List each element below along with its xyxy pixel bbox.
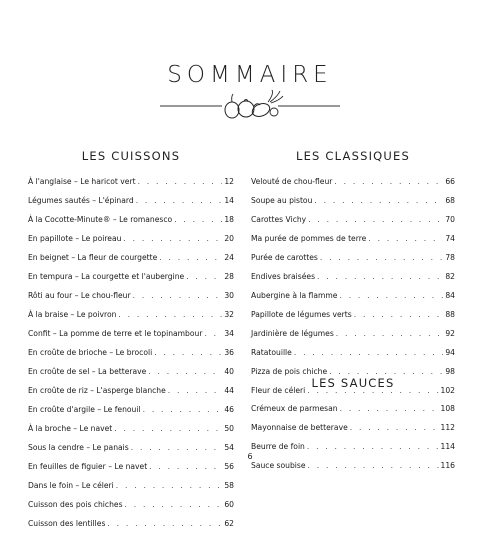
toc-entry-page: 50 bbox=[224, 424, 234, 433]
vegetables-illustration-icon bbox=[160, 88, 340, 122]
toc-entry-page: 58 bbox=[224, 481, 234, 490]
toc-entry[interactable] bbox=[28, 362, 234, 381]
toc-entry-page: 78 bbox=[445, 253, 455, 262]
dot-leader bbox=[332, 172, 443, 191]
toc-entry-page: 24 bbox=[224, 253, 234, 262]
toc-entry-page: 108 bbox=[440, 404, 455, 413]
dot-leader bbox=[292, 343, 443, 362]
dot-leader bbox=[172, 210, 222, 229]
toc-entry-title: Aubergine à la flamme bbox=[251, 291, 338, 300]
toc-entry-page: 94 bbox=[445, 348, 455, 357]
toc-entry-title: Confit – La pomme de terre et le topinambour bbox=[28, 329, 203, 338]
toc-entry-page: 18 bbox=[224, 215, 234, 224]
dot-leader bbox=[114, 476, 222, 495]
toc-entry-title: Rôti au four – Le chou-fleur bbox=[28, 291, 131, 300]
dot-leader bbox=[146, 362, 222, 381]
toc-entry-title: Soupe au pistou bbox=[251, 196, 313, 205]
toc-entry-page: 56 bbox=[224, 462, 234, 471]
toc-entry[interactable] bbox=[251, 305, 455, 324]
toc-entry[interactable] bbox=[28, 381, 234, 400]
toc-entry-page: 82 bbox=[445, 272, 455, 281]
dot-leader bbox=[112, 419, 222, 438]
dot-leader bbox=[312, 191, 443, 210]
dot-leader bbox=[134, 191, 222, 210]
toc-entry-page: 20 bbox=[224, 234, 234, 243]
toc-entry-page: 84 bbox=[445, 291, 455, 300]
toc-entry-title: Jardinière de légumes bbox=[251, 329, 334, 338]
toc-entry-page: 92 bbox=[445, 329, 455, 338]
toc-list bbox=[28, 172, 234, 533]
toc-entry[interactable] bbox=[251, 399, 455, 418]
toc-entry[interactable] bbox=[28, 514, 234, 533]
dot-leader bbox=[123, 495, 222, 514]
toc-entry-title: Purée de carottes bbox=[251, 253, 318, 262]
dot-leader bbox=[318, 248, 443, 267]
toc-entry-page: 36 bbox=[224, 348, 234, 357]
toc-entry-page: 34 bbox=[224, 329, 234, 338]
toc-entry-page: 12 bbox=[224, 177, 234, 186]
section-heading: LES SAUCES bbox=[311, 376, 395, 390]
toc-entry-title: Papillote de légumes verts bbox=[251, 310, 352, 319]
toc-entry-title: Beurre de foin bbox=[251, 442, 305, 451]
toc-entry-page: 116 bbox=[440, 461, 455, 470]
toc-entry[interactable] bbox=[251, 286, 455, 305]
toc-entry-title: En tempura – La courgette et l'aubergine bbox=[28, 272, 185, 281]
toc-entry-page: 60 bbox=[224, 500, 234, 509]
toc-entry-page: 112 bbox=[440, 423, 455, 432]
toc-entry[interactable] bbox=[28, 286, 234, 305]
dot-leader bbox=[121, 229, 222, 248]
dot-leader bbox=[348, 418, 441, 437]
toc-entry-page: 88 bbox=[445, 310, 455, 319]
toc-entry-title: En papillote – Le poireau bbox=[28, 234, 122, 243]
toc-entry[interactable] bbox=[28, 267, 234, 286]
toc-entry-title: Pizza de pois chiche bbox=[251, 367, 328, 376]
toc-entry[interactable] bbox=[251, 229, 455, 248]
toc-entry-title: En croûte d'argile – Le fenouil bbox=[28, 405, 141, 414]
toc-entry-page: 70 bbox=[445, 215, 455, 224]
page-title: SOMMAIRE bbox=[167, 62, 333, 88]
dot-leader bbox=[141, 400, 222, 419]
toc-entry-page: 66 bbox=[445, 177, 455, 186]
dot-leader bbox=[184, 267, 222, 286]
toc-entry-title: Cuisson des lentilles bbox=[28, 519, 106, 528]
toc-entry-page: 40 bbox=[224, 367, 234, 376]
toc-entry-title: Dans le foin – Le céleri bbox=[28, 481, 114, 490]
toc-entry-page: 54 bbox=[224, 443, 234, 452]
toc-entry-title: Crémeux de parmesan bbox=[251, 404, 338, 413]
toc-entry[interactable] bbox=[28, 172, 234, 191]
toc-entry-title: En croûte de sel – La betterave bbox=[28, 367, 147, 376]
toc-entry[interactable] bbox=[28, 305, 234, 324]
section-cuissons bbox=[28, 149, 234, 533]
toc-entry-title: Ratatouille bbox=[251, 348, 292, 357]
toc-entry[interactable] bbox=[251, 191, 455, 210]
toc-entry[interactable] bbox=[251, 172, 455, 191]
toc-entry-title: À la broche – Le navet bbox=[28, 424, 113, 433]
toc-entry-title: À la braise – Le poivron bbox=[28, 310, 117, 319]
toc-entry[interactable] bbox=[251, 267, 455, 286]
toc-entry[interactable] bbox=[28, 495, 234, 514]
toc-entry-title: Velouté de chou-fleur bbox=[251, 177, 333, 186]
dot-leader bbox=[166, 381, 222, 400]
toc-entry[interactable] bbox=[28, 343, 234, 362]
toc-entry-page: 68 bbox=[445, 196, 455, 205]
toc-entry[interactable] bbox=[251, 343, 455, 362]
page-number: 6 bbox=[247, 452, 253, 461]
toc-entry[interactable] bbox=[28, 210, 234, 229]
toc-entry[interactable] bbox=[251, 324, 455, 343]
toc-entry-page: 46 bbox=[224, 405, 234, 414]
toc-entry[interactable] bbox=[28, 400, 234, 419]
toc-entry[interactable] bbox=[28, 248, 234, 267]
dot-leader bbox=[152, 343, 222, 362]
toc-entry[interactable] bbox=[28, 229, 234, 248]
dot-leader bbox=[105, 514, 222, 533]
toc-entry-title: À l'anglaise – Le haricot vert bbox=[28, 177, 136, 186]
toc-entry-page: 44 bbox=[224, 386, 234, 395]
toc-entry-title: Ma purée de pommes de terre bbox=[251, 234, 367, 243]
dot-leader bbox=[202, 324, 222, 343]
toc-entry-title: Sauce soubise bbox=[251, 461, 306, 470]
toc-entry-title: En beignet – La fleur de courgette bbox=[28, 253, 158, 262]
toc-entry[interactable] bbox=[28, 324, 234, 343]
section-heading: LES CLASSIQUES bbox=[295, 149, 411, 163]
dot-leader bbox=[306, 210, 443, 229]
toc-entry-title: En feuilles de figuier – Le navet bbox=[28, 462, 148, 471]
toc-entry-title: Endives braisées bbox=[251, 272, 316, 281]
section-heading: LES CUISSONS bbox=[81, 149, 181, 163]
dot-leader bbox=[131, 286, 222, 305]
toc-list bbox=[251, 399, 455, 475]
toc-entry-page: 32 bbox=[224, 310, 234, 319]
toc-entry-title: Légumes sautés – L'épinard bbox=[28, 196, 134, 205]
toc-entry[interactable] bbox=[251, 248, 455, 267]
dot-leader bbox=[315, 267, 443, 286]
toc-entry[interactable] bbox=[251, 418, 455, 437]
toc-entry-page: 114 bbox=[440, 442, 455, 451]
toc-entry-title: Cuisson des pois chiches bbox=[28, 500, 123, 509]
dot-leader bbox=[157, 248, 222, 267]
toc-entry[interactable] bbox=[251, 210, 455, 229]
toc-entry-title: À la Cocotte-Minute® – Le romanesco bbox=[28, 215, 173, 224]
toc-entry-page: 62 bbox=[224, 519, 234, 528]
dot-leader bbox=[352, 305, 443, 324]
toc-entry-title: Carottes Vichy bbox=[251, 215, 307, 224]
toc-list bbox=[251, 172, 455, 400]
dot-leader bbox=[338, 399, 441, 418]
dot-leader bbox=[116, 305, 222, 324]
section-classiques bbox=[251, 149, 455, 400]
toc-entry[interactable] bbox=[28, 476, 234, 495]
dot-leader bbox=[337, 286, 443, 305]
toc-entry-page: 98 bbox=[445, 367, 455, 376]
toc-entry-page: 28 bbox=[224, 272, 234, 281]
toc-entry-title: Sous la cendre – Le panais bbox=[28, 443, 129, 452]
dot-leader bbox=[334, 324, 443, 343]
toc-entry[interactable] bbox=[28, 191, 234, 210]
toc-entry-page: 14 bbox=[224, 196, 234, 205]
toc-entry-page: 74 bbox=[445, 234, 455, 243]
toc-entry-page: 102 bbox=[440, 386, 455, 395]
toc-entry-page: 30 bbox=[224, 291, 234, 300]
toc-entry-title: En croûte de riz – L'asperge blanche bbox=[28, 386, 166, 395]
toc-entry-title: Mayonnaise de betterave bbox=[251, 423, 348, 432]
dot-leader bbox=[136, 172, 222, 191]
dot-leader bbox=[366, 229, 443, 248]
toc-entry[interactable] bbox=[28, 419, 234, 438]
toc-entry-title: Fleur de céleri bbox=[251, 386, 306, 395]
toc-entry-title: En croûte de brioche – Le brocoli bbox=[28, 348, 153, 357]
